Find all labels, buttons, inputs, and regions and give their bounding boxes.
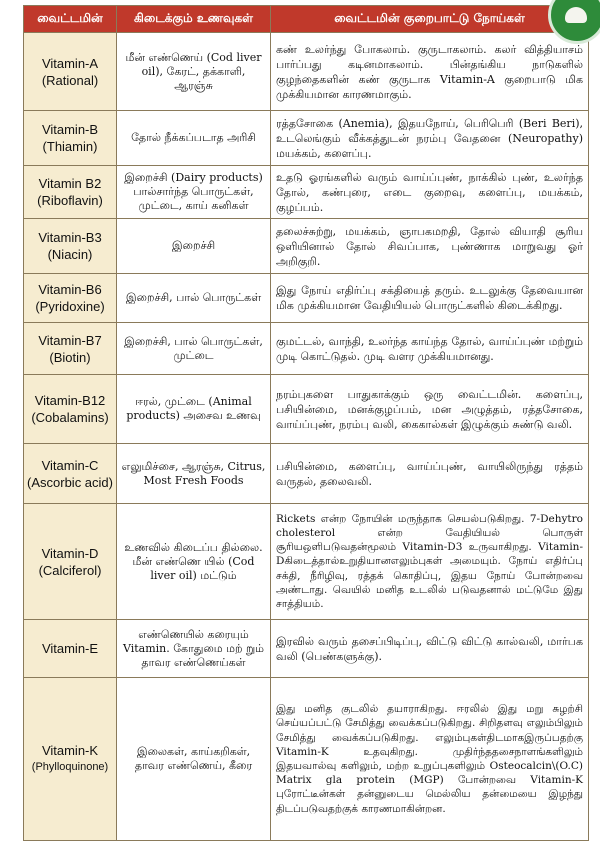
header-food: கிடைக்கும் உணவுகள்: [117, 6, 271, 33]
table-row: [24, 620, 589, 678]
disease-cell: இது மனித குடலில் தயாராகிறது. ஈரலில் இது மறு சுழற்சி செய்யப்பட்டு சேமித்து வைக்கப்படுகிறது. சிறிதளவு எலும்பிலும் சேமித்து வைக்கப்படுகிறது. எலும்புகள்திடமாகஇருப்பதற்கு Vitamin-K உதவுகிறது. முதிர்ந்ததசைநாளங்களிலும் இதயவால்வு களிலும், மற்ற உறுப்புகளிலும் Osteocalcin\(O.C) Matrix gla protein (MGP) போன்றவை Vitamin-K புரோட்டீன்கள் தன்னுடைய மெல்லிய தன்மையை இழந்து திடப்படுவதற்குக் காரணமாகின்றன.: [271, 678, 589, 841]
disease-cell: குமட்டல், வாந்தி, உலர்ந்த காய்ந்த தோல், வாய்ப்புண் மற்றும் முடி கொட்டுதல். முடி வளர முக்கியமானது.: [271, 323, 589, 375]
vitamin-cell: Vitamin-B (Thiamin): [24, 111, 117, 166]
vitamin-cell: Vitamin-B12 (Cobalamins): [24, 375, 117, 444]
food-cell: உணவில் கிடைப்ப தில்லை. மீன் எண்ணெ யில் (Cod liver oil) மட்டும்: [117, 504, 271, 620]
disease-cell: Rickets என்ற நோயின் மருந்தாக செயல்படுகிறது. 7-Dehytro cholesterol என்ற வேதியியல் பொருள் சூரியஒளிபடுவதன்மூலம் Vitamin-D3 உருவாகிறது. Vitamin-Dகிடைத்தால்உறுதியானஎலும்புகள் அமையும். நோய் எதிர்ப்பு சக்தி, நீரிழிவு, ரத்தக் கொதிப்பு, இதய நோய் போன்றவை அண்டாது. வெயில் மனித உடலில் படுவதனால் மட்டுமே இது சாத்தியம்.: [271, 504, 589, 620]
vitamin-cell: Vitamin-B3 (Niacin): [24, 219, 117, 274]
vitamin-cell: Vitamin-C (Ascorbic acid): [24, 444, 117, 504]
disease-cell: இரவில் வரும் தசைப்பிடிப்பு, விட்டு விட்டு கால்வலி, மார்பக வலி (பெண்களுக்கு).: [271, 620, 589, 678]
table-row: [24, 444, 589, 504]
food-cell: இறைச்சி: [117, 219, 271, 274]
vitamin-cell: Vitamin-A (Rational): [24, 33, 117, 111]
vitamin-table: [23, 5, 589, 841]
table-row: [24, 166, 589, 219]
food-cell: இறைச்சி (Dairy products) பால்சார்ந்த பொருட்கள், முட்டை, காய் கனிகள்: [117, 166, 271, 219]
disease-cell: தலைச்சுற்று, மயக்கம், ஞாபகமறதி, தோல் வியாதி சூரிய ஒளியினால் தோல் சிவப்பாக, புண்ணாக மாறுவது ஓர் அறிகுறி.: [271, 219, 589, 274]
food-cell: மீன் எண்ணெய் (Cod liver oil), கேரட், தக்காளி, ஆரஞ்சு: [117, 33, 271, 111]
vitamin-cell: Vitamin-K (Phylloquinone): [24, 678, 117, 841]
food-cell: ஈரல், முட்டை (Animal products) அசைவ உணவு: [117, 375, 271, 444]
food-cell: இலைகள், காய்கறிகள், தாவர எண்ணெய், கீரை: [117, 678, 271, 841]
food-cell: தோல் நீக்கப்படாத அரிசி: [117, 111, 271, 166]
food-cell: இறைச்சி, பால் பொருட்கள்: [117, 274, 271, 323]
vitamin-cell: Vitamin B2 (Riboflavin): [24, 166, 117, 219]
food-cell: எலுமிச்சை, ஆரஞ்சு, Citrus, Most Fresh Foods: [117, 444, 271, 504]
disease-cell: கண் உலர்ந்து போகலாம். குருடாகலாம். கலர் வித்தியாசம் பார்ப்பது கடினமாகலாம். பின்தங்கிய நாடுகளில் குழந்தைகளின் கண் குருடாக Vitamin-A குறைபாடு மிக முக்கியமான காரணமாகும்.: [271, 33, 589, 111]
header-disease: வைட்டமின் குறைபாட்டு நோய்கள்: [271, 6, 589, 33]
disease-cell: நரம்புகளை பாதுகாக்கும் ஒரு வைட்டமின். களைப்பு, பசியின்மை, மனக்குழப்பம், மன அழுத்தம், ரத்தசோகை, வாய்ப்புண், நரம்பு வலி, கைகால்கள் இழுக்கும் சுண்டு வலி.: [271, 375, 589, 444]
disease-cell: உதடு ஓரங்களில் வரும் வாய்ப்புண், நாக்கில் புண், உலர்ந்த தோல், கண்புரை, எடை குறைவு, களைப்பு, மயக்கம், குழப்பம்.: [271, 166, 589, 219]
table-row: [24, 375, 589, 444]
disease-cell: ரத்தசோகை (Anemia), இதயநோய், பெரிபெரி (Beri Beri), உடலெங்கும் வீக்கத்துடன் நரம்பு வேதனை (Neuropathy) மயக்கம், களைப்பு.: [271, 111, 589, 166]
food-cell: இறைச்சி, பால் பொருட்கள், முட்டை: [117, 323, 271, 375]
table-row: [24, 678, 589, 841]
disease-cell: பசியின்மை, களைப்பு, வாய்ப்புண், வாயிலிருந்து ரத்தம் வருதல், தலைவலி.: [271, 444, 589, 504]
table-row: [24, 274, 589, 323]
food-cell: எண்ணெயில் கரையும் Vitamin. கோதுமை மற் றும் தாவர எண்ணெய்கள்: [117, 620, 271, 678]
table-row: [24, 111, 589, 166]
vitamin-cell: Vitamin-D (Calciferol): [24, 504, 117, 620]
header-vitamin: வைட்டமின்: [24, 6, 117, 33]
disease-cell: இது நோய் எதிர்ப்பு சக்தியைத் தரும். உடலுக்கு தேவையான மிக முக்கியமான வேதியியல் பொருட்களில் கிடைக்கிறது.: [271, 274, 589, 323]
vitamin-cell: Vitamin-B6 (Pyridoxine): [24, 274, 117, 323]
table-row: [24, 323, 589, 375]
vitamin-cell: Vitamin-E: [24, 620, 117, 678]
table-header-row: [24, 6, 589, 33]
table-row: [24, 33, 589, 111]
vitamin-cell: Vitamin-B7 (Biotin): [24, 323, 117, 375]
table-row: [24, 504, 589, 620]
table-row: [24, 219, 589, 274]
